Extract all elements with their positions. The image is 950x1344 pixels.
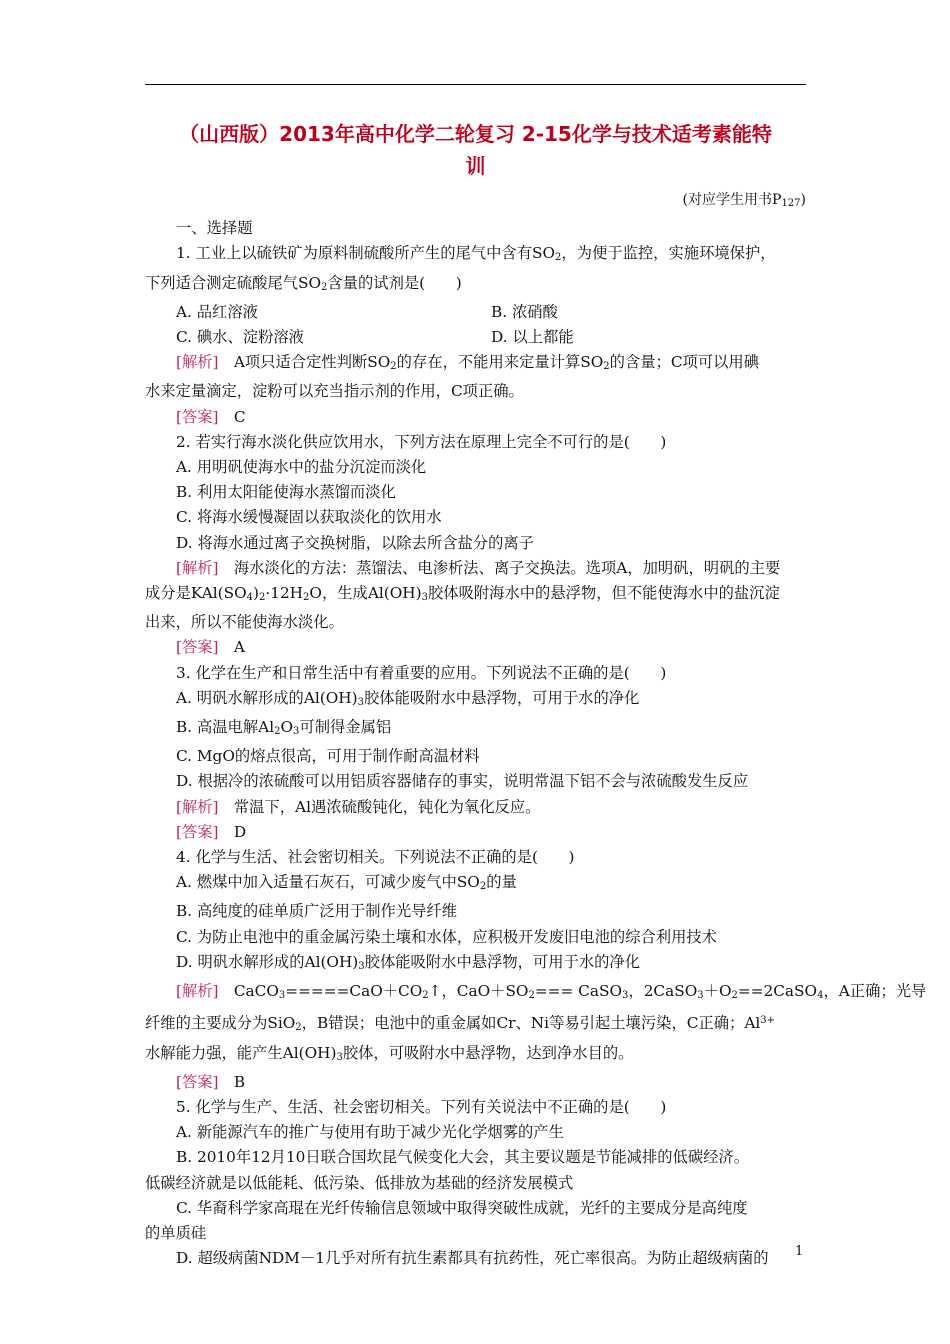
question-4-analysis: [解析] $CaCO_3=====CaO+CO_2↑$，$CaO+SO_2===$ CaSO$_3$，$2CaSO_3+O_2==2CaSO_4$，A正确；光导 (176, 982, 927, 1002)
question-4-option-b: B. 高纯度的硅单质广泛用于制作光导纤维 (176, 902, 458, 921)
option-b: B. 浓硝酸 (491, 302, 558, 321)
question-5-option-b-cont: 低碳经济就是以低能耗、低污染、低排放为基础的经济发展模式 (145, 1173, 574, 1192)
document-body (145, 188, 927, 1271)
question-4-analysis-cont: 纤维的主要成分为SiO$_2$，B错误；电池中的重金属如Cr、Ni等易引起土壤污染，C正确；$Al^{3+}$ (145, 1014, 776, 1034)
analysis-label: [解析] (176, 353, 219, 372)
question-2-answer: [答案] A (176, 638, 245, 657)
option-d: D. 以上都能 (491, 328, 574, 347)
question-4-option-c: C. 为防止电池中的重金属污染土壤和水体，应积极开发废旧电池的综合利用技术 (176, 927, 717, 946)
question-5-option-b: B. 2010年12月10日联合国坎昆气候变化大会，其主要议题是节能减排的低碳经济。 (176, 1148, 750, 1167)
question-1-stem-cont: 下列适合测定硫酸尾气$SO_2$含量的试剂是( ) (145, 273, 462, 293)
title-line-1: （山西版）2013年高中化学二轮复习 2-15化学与技术适考素能特 (179, 122, 772, 146)
question-2-stem: 2. 若实行海水淡化供应饮用水，下列方法在原理上完全不可行的是( ) (176, 432, 667, 451)
question-3-answer: [答案] D (176, 822, 247, 841)
question-3-analysis: [解析] 常温下，Al遇浓硫酸钝化，钝化为氧化反应。 (176, 797, 541, 816)
question-4-answer: [答案] B (176, 1072, 246, 1091)
question-3-option-d: D. 根据冷的浓硫酸可以用铝质容器储存的事实，说明常温下铝不会与浓硫酸发生反应 (176, 772, 749, 791)
section-heading: 一、选择题 (176, 219, 253, 238)
question-5-option-c-cont: 的单质硅 (145, 1223, 207, 1242)
question-4-option-a: A. 燃煤中加入适量石灰石，可减少废气中$SO_2$的量 (176, 873, 517, 893)
question-2-option-d: D. 将海水通过离子交换树脂，以除去所含盐分的离子 (176, 533, 534, 552)
question-2-option-b: B. 利用太阳能使海水蒸馏而淡化 (176, 483, 396, 502)
option-a: A. 品红溶液 (176, 302, 258, 321)
title-line-2: 训 (465, 154, 486, 178)
question-4-analysis-end: 水解能力强，能产生$Al(OH)_3$胶体，可吸附水中悬浮物，达到净水目的。 (145, 1043, 634, 1063)
question-2-analysis-end: 出来，所以不能使海水淡化。 (145, 613, 344, 632)
question-1-analysis: [解析] A项只适合定性判断$SO_2$的存在，不能用来定量计算$SO_2$的含量；C项可以用碘 (176, 353, 760, 373)
question-2-analysis: [解析] 海水淡化的方法：蒸馏法、电渗析法、离子交换法。选项A，加明矾，明矾的主要 (176, 558, 781, 577)
question-1-options-cd (145, 325, 806, 350)
option-c: C. 碘水、淀粉溶液 (176, 328, 304, 347)
question-1-answer: [答案] C (176, 407, 246, 426)
question-3-option-c: C. MgO的熔点很高，可用于制作耐高温材料 (176, 747, 480, 766)
question-5-stem: 5. 化学与生产、生活、社会密切相关。下列有关说法中不正确的是( ) (176, 1097, 667, 1116)
question-5-option-a: A. 新能源汽车的推广与使用有助于减少光化学烟雾的产生 (176, 1123, 564, 1142)
question-5-option-d: D. 超级病菌NDM－1几乎对所有抗生素都具有抗药性，死亡率很高。为防止超级病菌的 (176, 1249, 769, 1268)
question-1-stem: 1. 工业上以硫铁矿为原料制硫酸所产生的尾气中含有$SO_2$，为便于监控，实施环境保护， (176, 244, 776, 264)
question-1-options-ab (145, 300, 806, 325)
question-3-option-a: A. 明矾水解形成的$Al(OH)_3$胶体能吸附水中悬浮物，可用于水的净化 (176, 688, 640, 708)
answer-label: [答案] (176, 407, 219, 426)
header-rule (145, 84, 806, 85)
question-3-stem: 3. 化学在生产和日常生活中有着重要的应用。下列说法不正确的是( ) (176, 663, 667, 682)
question-4-option-d: D. 明矾水解形成的$Al(OH)_3$胶体能吸附水中悬浮物，可用于水的净化 (176, 952, 641, 972)
question-3-option-b: B. 高温电解$Al_2O_3$可制得金属铝 (176, 718, 392, 738)
document-title (145, 118, 806, 182)
question-1-analysis-cont: 水来定量滴定，淀粉可以充当指示剂的作用，C项正确。 (145, 382, 524, 401)
question-2-option-c: C. 将海水缓慢凝固以获取淡化的饮用水 (176, 508, 442, 527)
question-2-analysis-cont: 成分是$KAl(SO_4)_2\cdot 12H_2O$，生成$Al(OH)_3$胶体吸附海水中的悬浮物，但不能使海水中的盐沉淀 (145, 584, 780, 604)
question-2-option-a: A. 用明矾使海水中的盐分沉淀而淡化 (176, 458, 427, 477)
question-4-stem: 4. 化学与生活、社会密切相关。下列说法不正确的是( ) (176, 848, 575, 867)
book-reference: (对应学生用书$P_{127}$) (682, 192, 806, 209)
page-number: 1 (795, 1244, 804, 1259)
question-5-option-c: C. 华裔科学家高琨在光纤传输信息领域中取得突破性成就，光纤的主要成分是高纯度 (176, 1198, 748, 1217)
